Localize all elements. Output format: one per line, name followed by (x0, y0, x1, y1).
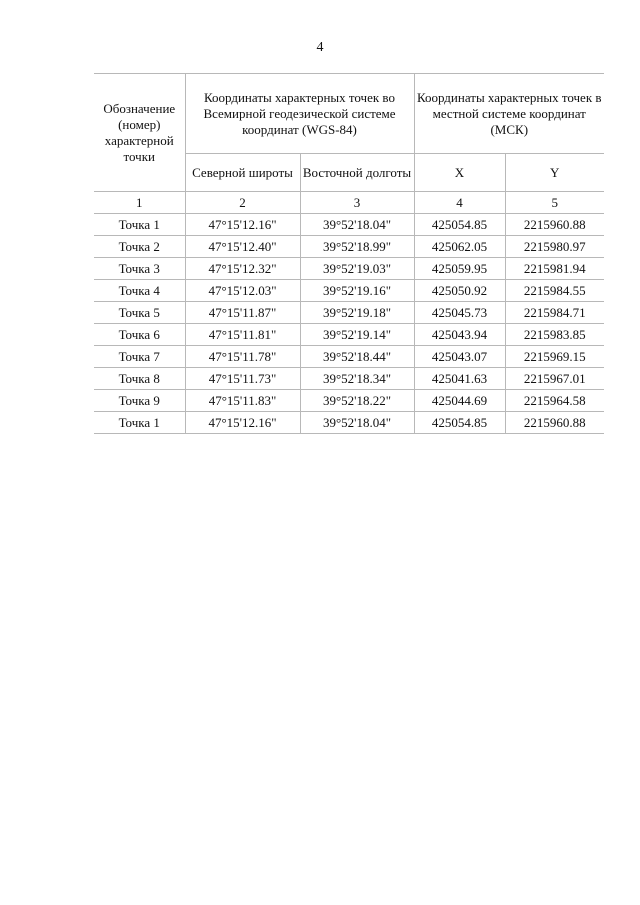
point-name: Точка 5 (94, 302, 185, 324)
point-y: 2215981.94 (505, 258, 604, 280)
point-y: 2215960.88 (505, 412, 604, 434)
table-row (94, 236, 604, 258)
coordinates-table (94, 73, 604, 434)
table-row (94, 412, 604, 434)
point-longitude: 39°52'19.16" (300, 280, 414, 302)
header-x: X (414, 154, 505, 192)
table-body (94, 214, 604, 434)
point-x: 425043.07 (414, 346, 505, 368)
point-latitude: 47°15'12.16" (185, 214, 300, 236)
header-longitude: Восточной долготы (300, 154, 414, 192)
point-latitude: 47°15'12.16" (185, 412, 300, 434)
table-row (94, 368, 604, 390)
point-x: 425041.63 (414, 368, 505, 390)
point-latitude: 47°15'12.32" (185, 258, 300, 280)
column-number-row (94, 192, 604, 214)
point-x: 425054.85 (414, 214, 505, 236)
point-y: 2215960.88 (505, 214, 604, 236)
point-name: Точка 9 (94, 390, 185, 412)
point-longitude: 39°52'19.14" (300, 324, 414, 346)
point-longitude: 39°52'18.34" (300, 368, 414, 390)
table-row (94, 390, 604, 412)
column-number: 5 (505, 192, 604, 214)
point-name: Точка 1 (94, 412, 185, 434)
point-name: Точка 8 (94, 368, 185, 390)
point-latitude: 47°15'11.87" (185, 302, 300, 324)
column-number: 3 (300, 192, 414, 214)
point-x: 425059.95 (414, 258, 505, 280)
point-latitude: 47°15'11.73" (185, 368, 300, 390)
point-y: 2215984.55 (505, 280, 604, 302)
point-name: Точка 2 (94, 236, 185, 258)
point-x: 425044.69 (414, 390, 505, 412)
column-number: 2 (185, 192, 300, 214)
point-y: 2215967.01 (505, 368, 604, 390)
header-designation: Обозначение (номер) характерной точки (94, 74, 185, 192)
point-longitude: 39°52'18.22" (300, 390, 414, 412)
point-y: 2215984.71 (505, 302, 604, 324)
point-latitude: 47°15'11.78" (185, 346, 300, 368)
table-row (94, 324, 604, 346)
point-latitude: 47°15'12.03" (185, 280, 300, 302)
point-x: 425043.94 (414, 324, 505, 346)
table-row (94, 258, 604, 280)
point-longitude: 39°52'18.04" (300, 214, 414, 236)
point-name: Точка 7 (94, 346, 185, 368)
point-longitude: 39°52'19.03" (300, 258, 414, 280)
table-row (94, 280, 604, 302)
point-x: 425062.05 (414, 236, 505, 258)
point-latitude: 47°15'11.83" (185, 390, 300, 412)
point-latitude: 47°15'12.40" (185, 236, 300, 258)
column-number: 4 (414, 192, 505, 214)
point-x: 425054.85 (414, 412, 505, 434)
point-longitude: 39°52'19.18" (300, 302, 414, 324)
table-header (94, 74, 604, 214)
point-longitude: 39°52'18.99" (300, 236, 414, 258)
point-y: 2215983.85 (505, 324, 604, 346)
point-name: Точка 3 (94, 258, 185, 280)
point-longitude: 39°52'18.04" (300, 412, 414, 434)
point-y: 2215980.97 (505, 236, 604, 258)
point-longitude: 39°52'18.44" (300, 346, 414, 368)
page-number: 4 (316, 40, 324, 55)
table-row (94, 302, 604, 324)
header-msk-group: Координаты характерных точек в местной системе координат (МСК) (414, 74, 604, 154)
point-y: 2215969.15 (505, 346, 604, 368)
point-name: Точка 4 (94, 280, 185, 302)
table-row (94, 214, 604, 236)
point-y: 2215964.58 (505, 390, 604, 412)
header-latitude: Северной широты (185, 154, 300, 192)
point-name: Точка 6 (94, 324, 185, 346)
point-name: Точка 1 (94, 214, 185, 236)
point-x: 425045.73 (414, 302, 505, 324)
point-latitude: 47°15'11.81" (185, 324, 300, 346)
header-y: Y (505, 154, 604, 192)
point-x: 425050.92 (414, 280, 505, 302)
table-row (94, 346, 604, 368)
header-wgs-group: Координаты характерных точек во Всемирной геодезической системе координат (WGS-84) (185, 74, 414, 154)
column-number: 1 (94, 192, 185, 214)
